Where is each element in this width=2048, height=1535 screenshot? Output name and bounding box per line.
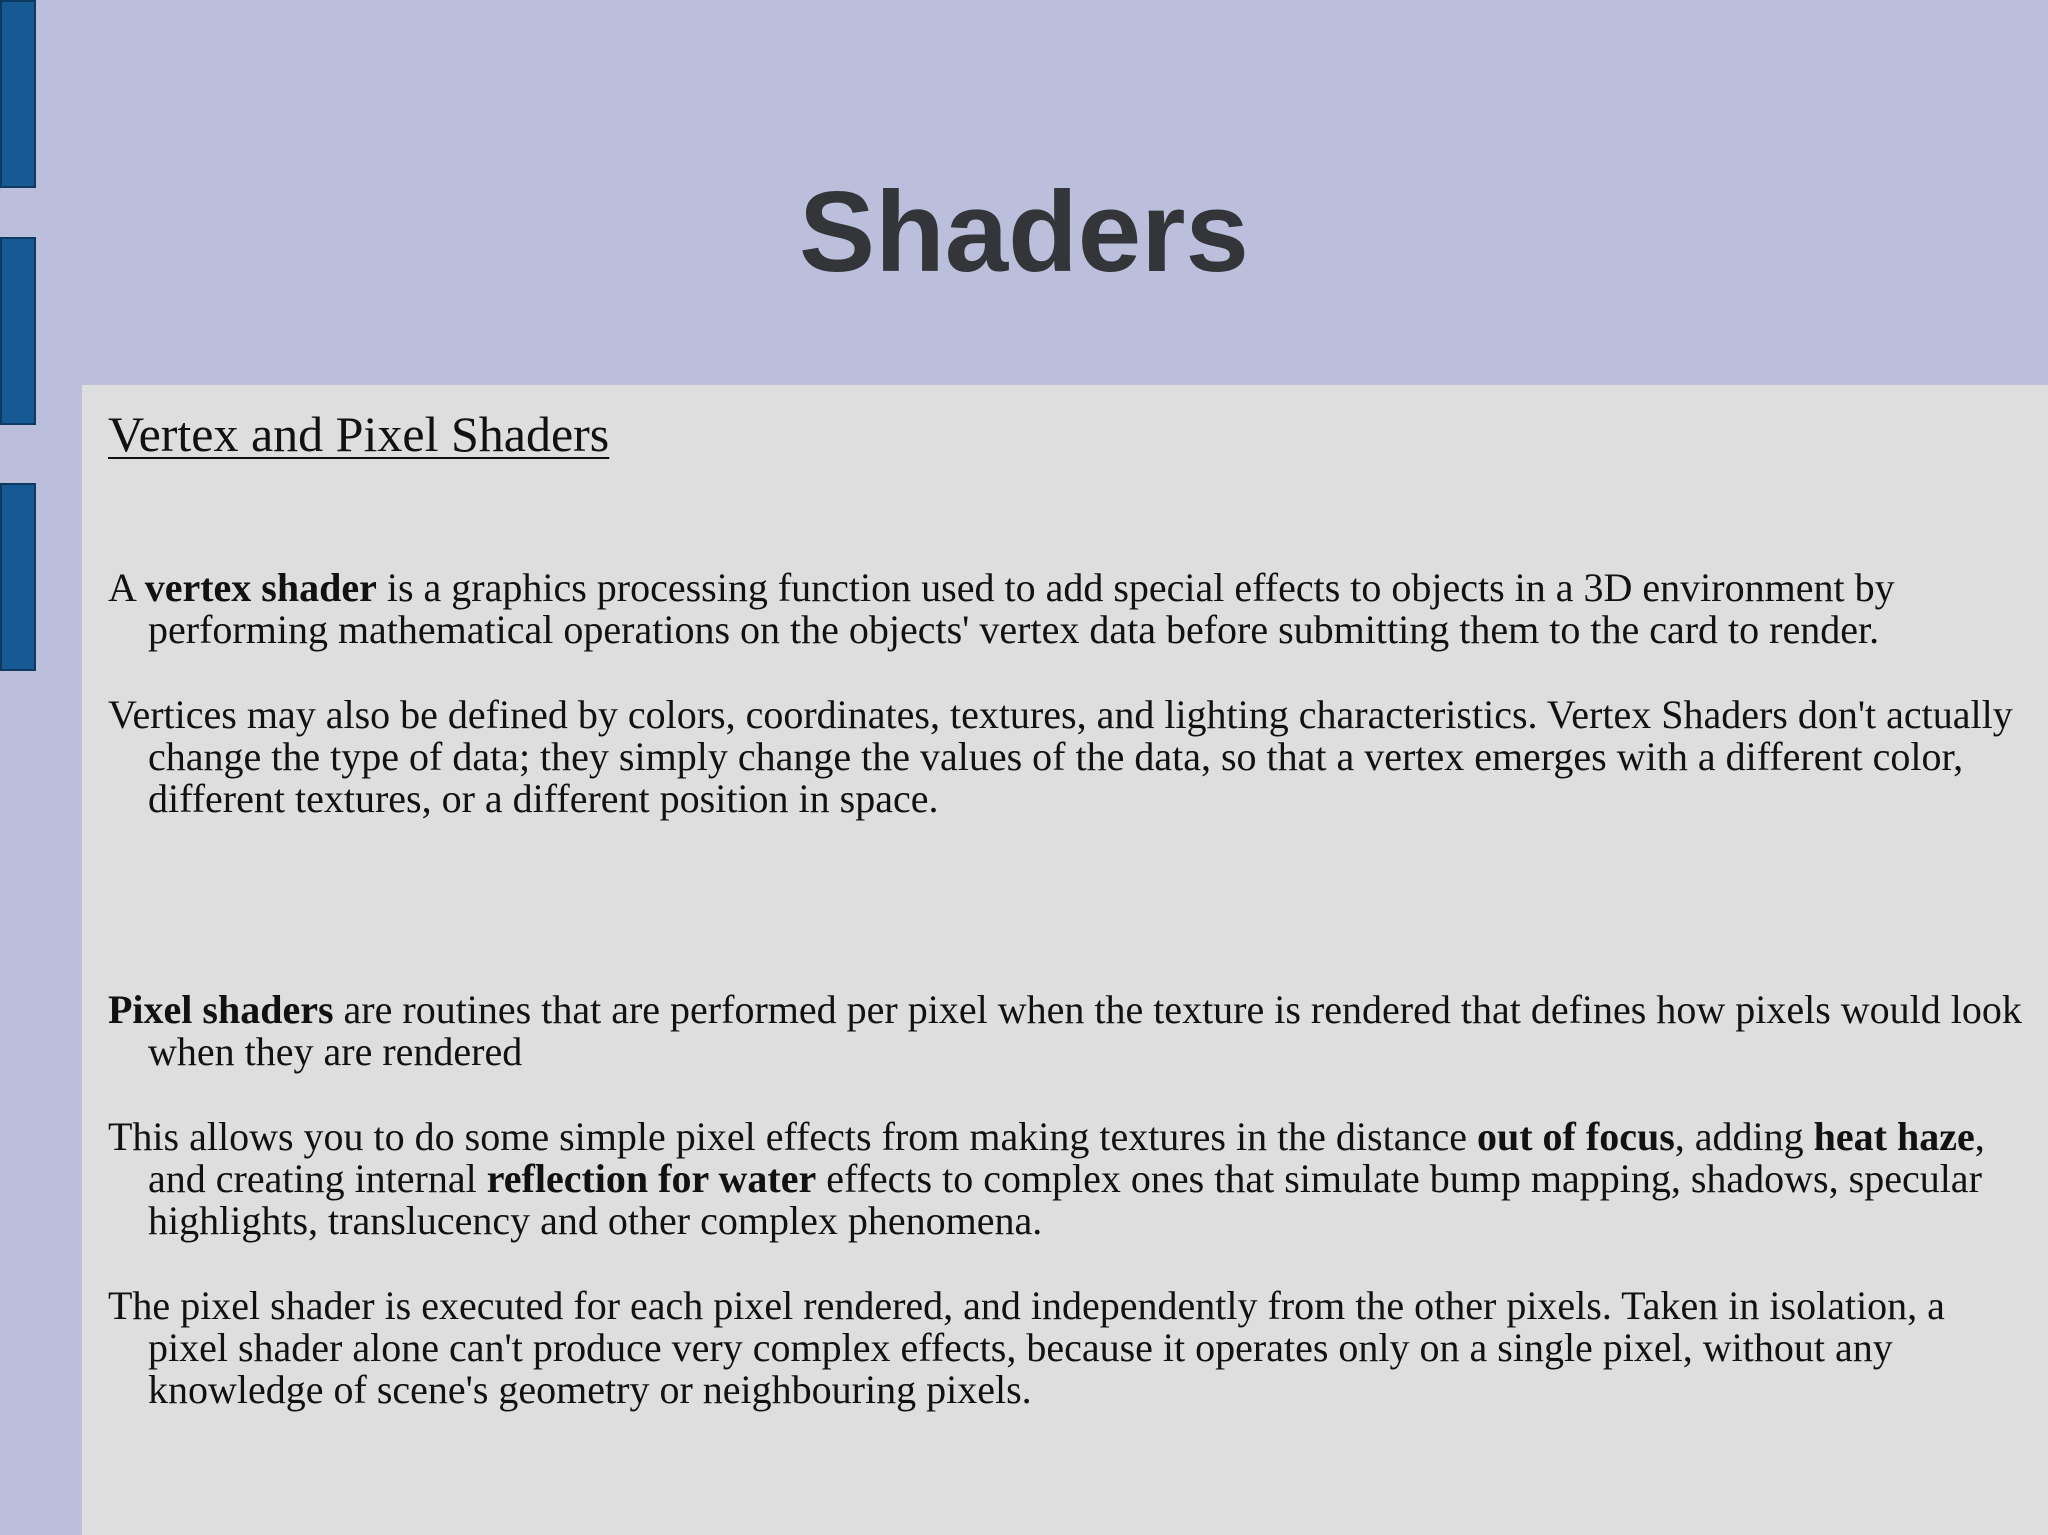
vertex-shader-definition: A vertex shader is a graphics processing function used to add special effects to objects in a 3D environment by performing mathematical operations on the objects' vertex data before submitting them to the card to render. <box>108 565 1895 652</box>
content-panel <box>82 385 2048 1535</box>
slide-title: Shaders <box>799 169 1249 296</box>
accent-bar-top <box>0 0 36 188</box>
pixel-shader-limitations: The pixel shader is executed for each pixel rendered, and independently from the other pixels. Taken in isolation, a pixel shader alone can't produce very complex effects, because it operates only on a single pixel, without any knowledge of scene's geometry or neighbouring pixels. <box>108 1283 1945 1412</box>
pixel-shader-definition: Pixel shaders are routines that are performed per pixel when the texture is rendered that defines how pixels would look when they are rendered <box>108 987 2022 1074</box>
pixel-shader-effects: This allows you to do some simple pixel effects from making textures in the distance out of focus, adding heat haze, and creating internal reflection for water effects to complex ones that simulate bump mapping, shadows, specular highlights, translucency and other complex phenomena. <box>108 1114 1985 1243</box>
vertex-shader-details: Vertices may also be defined by colors, coordinates, textures, and lighting characteristics. Vertex Shaders don't actually change the type of data; they simply change the values of the data, so that a vertex emerges with a different color, different textures, or a different position in space. <box>108 692 2013 821</box>
section-heading: Vertex and Pixel Shaders <box>108 406 610 462</box>
accent-bar-bottom <box>0 483 36 671</box>
